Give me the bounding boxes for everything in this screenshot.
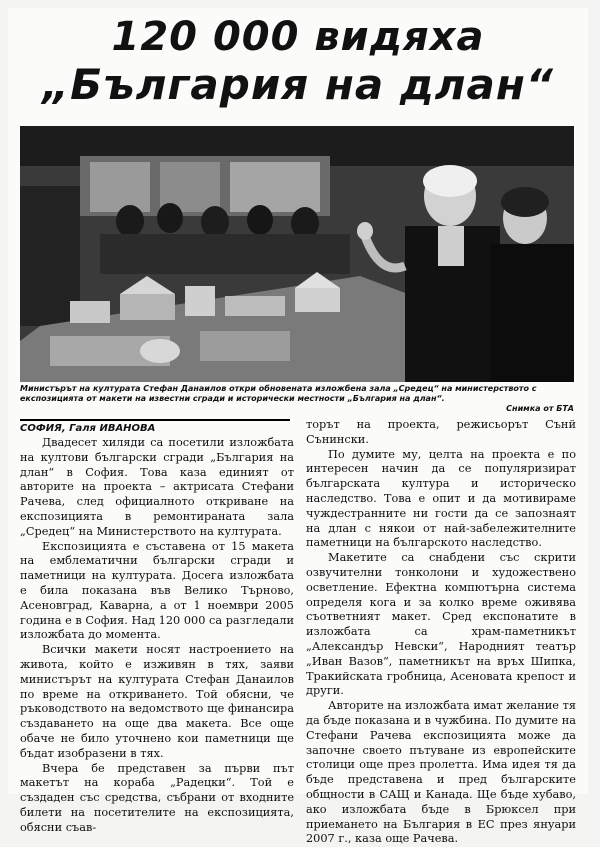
paragraph: По думите му, целта на проекта е по интересен начин да се популяризират българската култура и историческо наследство. Това е опит и да мотивираме чуждестранните ни гости да се запознаят на длан с някои от най-забележителните паметници на българското наследство. <box>306 447 576 550</box>
paragraph: Макетите са снабдени със скрити озвучителни тонколони и художествено осветление. Ефектна компютърна система определя кога и за колко време оживява съответният макет. Сред експонатите в изложбата са храм-паметникът „Александър Невски“, Народният театър „Иван Вазов“, паметникът на връх Шипка, Тракийската гробница, Асеновата крепост и други. <box>306 551 576 698</box>
photo-caption <box>20 384 574 414</box>
byline-place: СОФИЯ, <box>20 423 66 434</box>
paragraph: Вчера бе представен за първи път макетът на кораба „Радецки“. Той е създаден със средства, събрани от входните билети на посетителите на експозицията, обясни съав- <box>20 761 294 834</box>
paragraph: Всички макети носят настроението на живота, който е изживян в тях, заяви министърът на културата Стефан Данаилов по време на откриването. Той обясни, че ръководството на ведомството ще финансира създаването на още два макета. Все още обаче не било уточнено кои паметници ще бъдат изобразени в тях. <box>20 643 294 760</box>
headline-line-1: 120 000 видяха <box>111 14 485 60</box>
news-photo <box>20 126 574 382</box>
exhibition-photo-graphic <box>20 126 574 382</box>
article-column-1 <box>20 436 294 836</box>
byline-author: Галя ИВАНОВА <box>69 423 156 434</box>
paragraph: Експозицията е съставена от 15 макета на емблематични български сгради и паметници на културата. Досега изложбата е била показана във Велико Търново, Асеновград, Каварна, а от 1 ноември 2005 година е в София. Над 120 000 са разгледали изложбата до момента. <box>20 539 294 642</box>
paragraph-continued: торът на проекта, режисьорът Сънй Сънински. <box>306 418 576 446</box>
article-column-2 <box>306 418 576 847</box>
paragraph: Авторите на изложбата имат желание тя да бъде показана и в чужбина. По думите на Стефани Рачева експозицията може да започне своето пътуване из европейските столици още през пролетта. Има идея тя да бъде представена и пред българските общности в САЩ и Канада. Ще бъде хубаво, ако изложбата бъде в Брюксел при приемането на България в ЕС през януари 2007 г., каза още Рачева. <box>306 699 576 846</box>
paragraph: Двадесет хиляди са посетили изложбата на култови български сгради „България на длан“ в София. Това каза единият от авторите на проекта – актрисата Стефани Рачева, след официалното откриване на експозицията в ремонтираната зала „Средец“ на Министерството на културата. <box>20 436 294 538</box>
headline-line-2: „България на длан“ <box>42 60 554 109</box>
photo-credit: Снимка от БТА <box>506 404 574 413</box>
byline <box>20 419 290 434</box>
photo-caption-text: Министърът на културата Стефан Данаилов откри обновената изложбена зала „Средец“ на министерството с експозицията от макети на известни сгради и исторически местности „България на длан“. <box>20 384 537 403</box>
newspaper-clipping <box>8 8 588 846</box>
